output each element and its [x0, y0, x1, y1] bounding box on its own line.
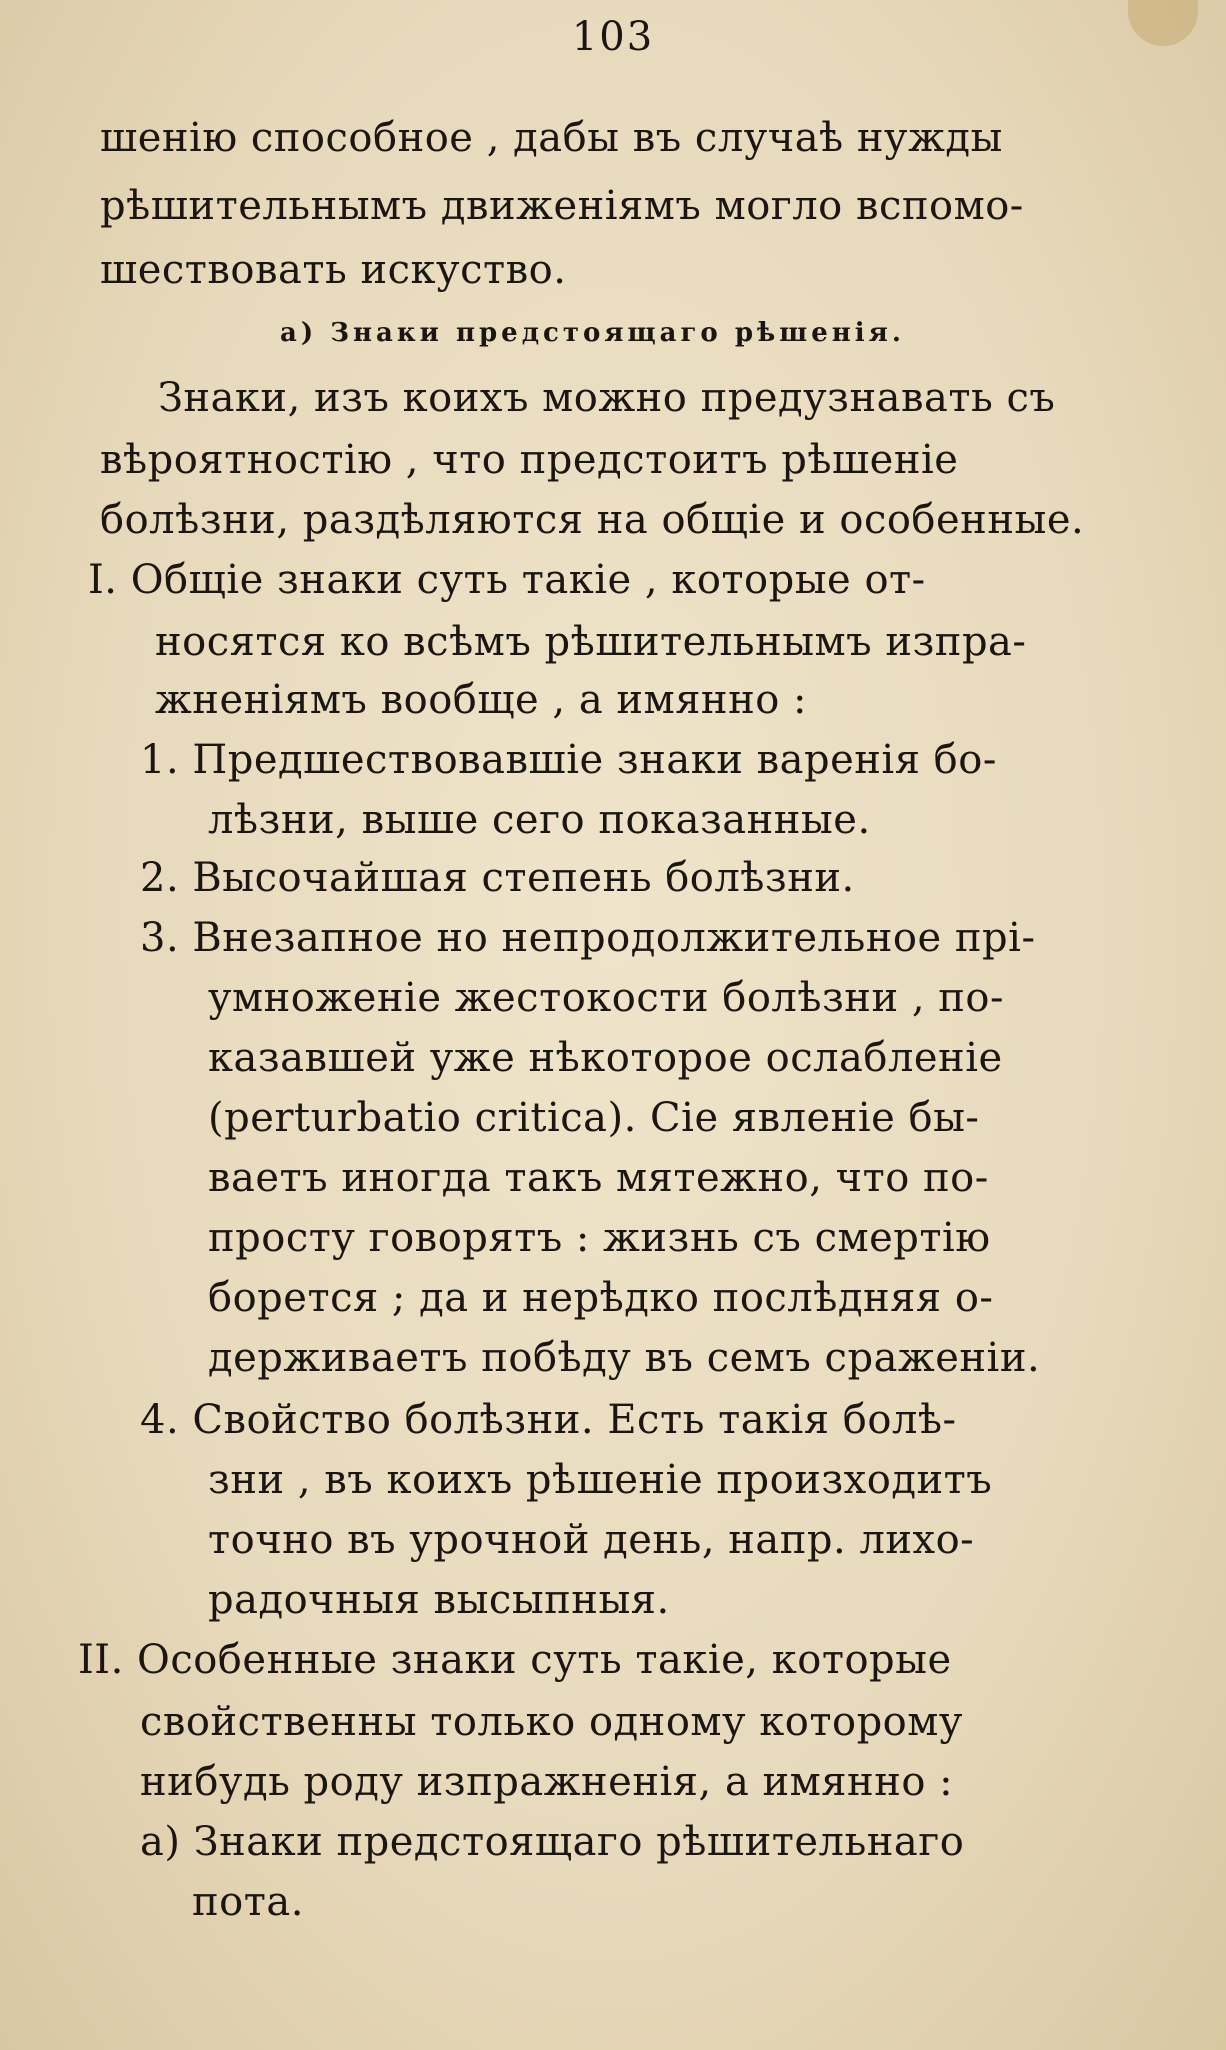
text-line: шенію способное , дабы въ случаѣ нужды — [100, 115, 1003, 161]
text-line: зни , въ коихъ рѣшеніе произходитъ — [208, 1457, 993, 1503]
text-line: казавшей уже нѣкоторое ослабленіе — [208, 1035, 1003, 1081]
text-line: пота. — [192, 1879, 304, 1925]
text-line: II. Особенные знаки суть такіе, которые — [78, 1637, 952, 1683]
text-line: жненіямъ вообще , а имянно : — [155, 677, 808, 723]
text-line: болѣзни, раздѣляются на общіе и особенные. — [100, 497, 1085, 543]
text-line: Знаки, изъ коихъ можно предузнавать съ — [158, 375, 1056, 421]
text-line: ваетъ иногда такъ мятежно, что по- — [208, 1155, 989, 1201]
text-line: носятся ко всѣмъ рѣшительнымъ изпра- — [155, 619, 1027, 665]
text-line: шествовать искуство. — [100, 247, 567, 293]
text-line: точно въ урочной день, напр. лихо- — [208, 1517, 975, 1563]
text-line: 2. Высочайшая степень болѣзни. — [140, 855, 855, 901]
text-line: борется ; да и нерѣдко послѣдняя о- — [208, 1275, 994, 1321]
text-line: лѣзни, выше сего показанные. — [208, 797, 871, 843]
text-line: радочныя высыпныя. — [208, 1577, 670, 1623]
text-line: вѣроятностію , что предстоитъ рѣшеніе — [100, 437, 959, 483]
text-line: свойственны только одному которому — [140, 1699, 963, 1745]
text-line: I. Общіе знаки суть такіе , которые от- — [88, 557, 926, 603]
text-line: 1. Предшествовавшіе знаки варенія бо- — [140, 737, 997, 783]
text-line: умноженіе жестокости болѣзни , по- — [208, 975, 1005, 1021]
section-subheading: а) Знаки предстоящаго рѣшенія. — [280, 318, 905, 348]
text-line: держиваетъ побѣду въ семъ сраженіи. — [208, 1335, 1041, 1381]
text-line: рѣшительнымъ движеніямъ могло вспомо- — [100, 183, 1024, 229]
text-line: а) Знаки предстоящаго рѣшительнаго — [140, 1819, 965, 1865]
text-line: 4. Свойство болѣзни. Есть такія болѣ- — [140, 1397, 957, 1443]
text-line: 3. Внезапное но непродолжительное прі- — [140, 915, 1036, 961]
text-line: просту говорятъ : жизнь съ смертію — [208, 1215, 991, 1261]
page-number: 103 — [571, 14, 655, 60]
text-line: (perturbatio critica). Сіе явленіе бы- — [208, 1095, 980, 1141]
text-line: нибудь роду изпражненія, а имянно : — [140, 1759, 954, 1805]
